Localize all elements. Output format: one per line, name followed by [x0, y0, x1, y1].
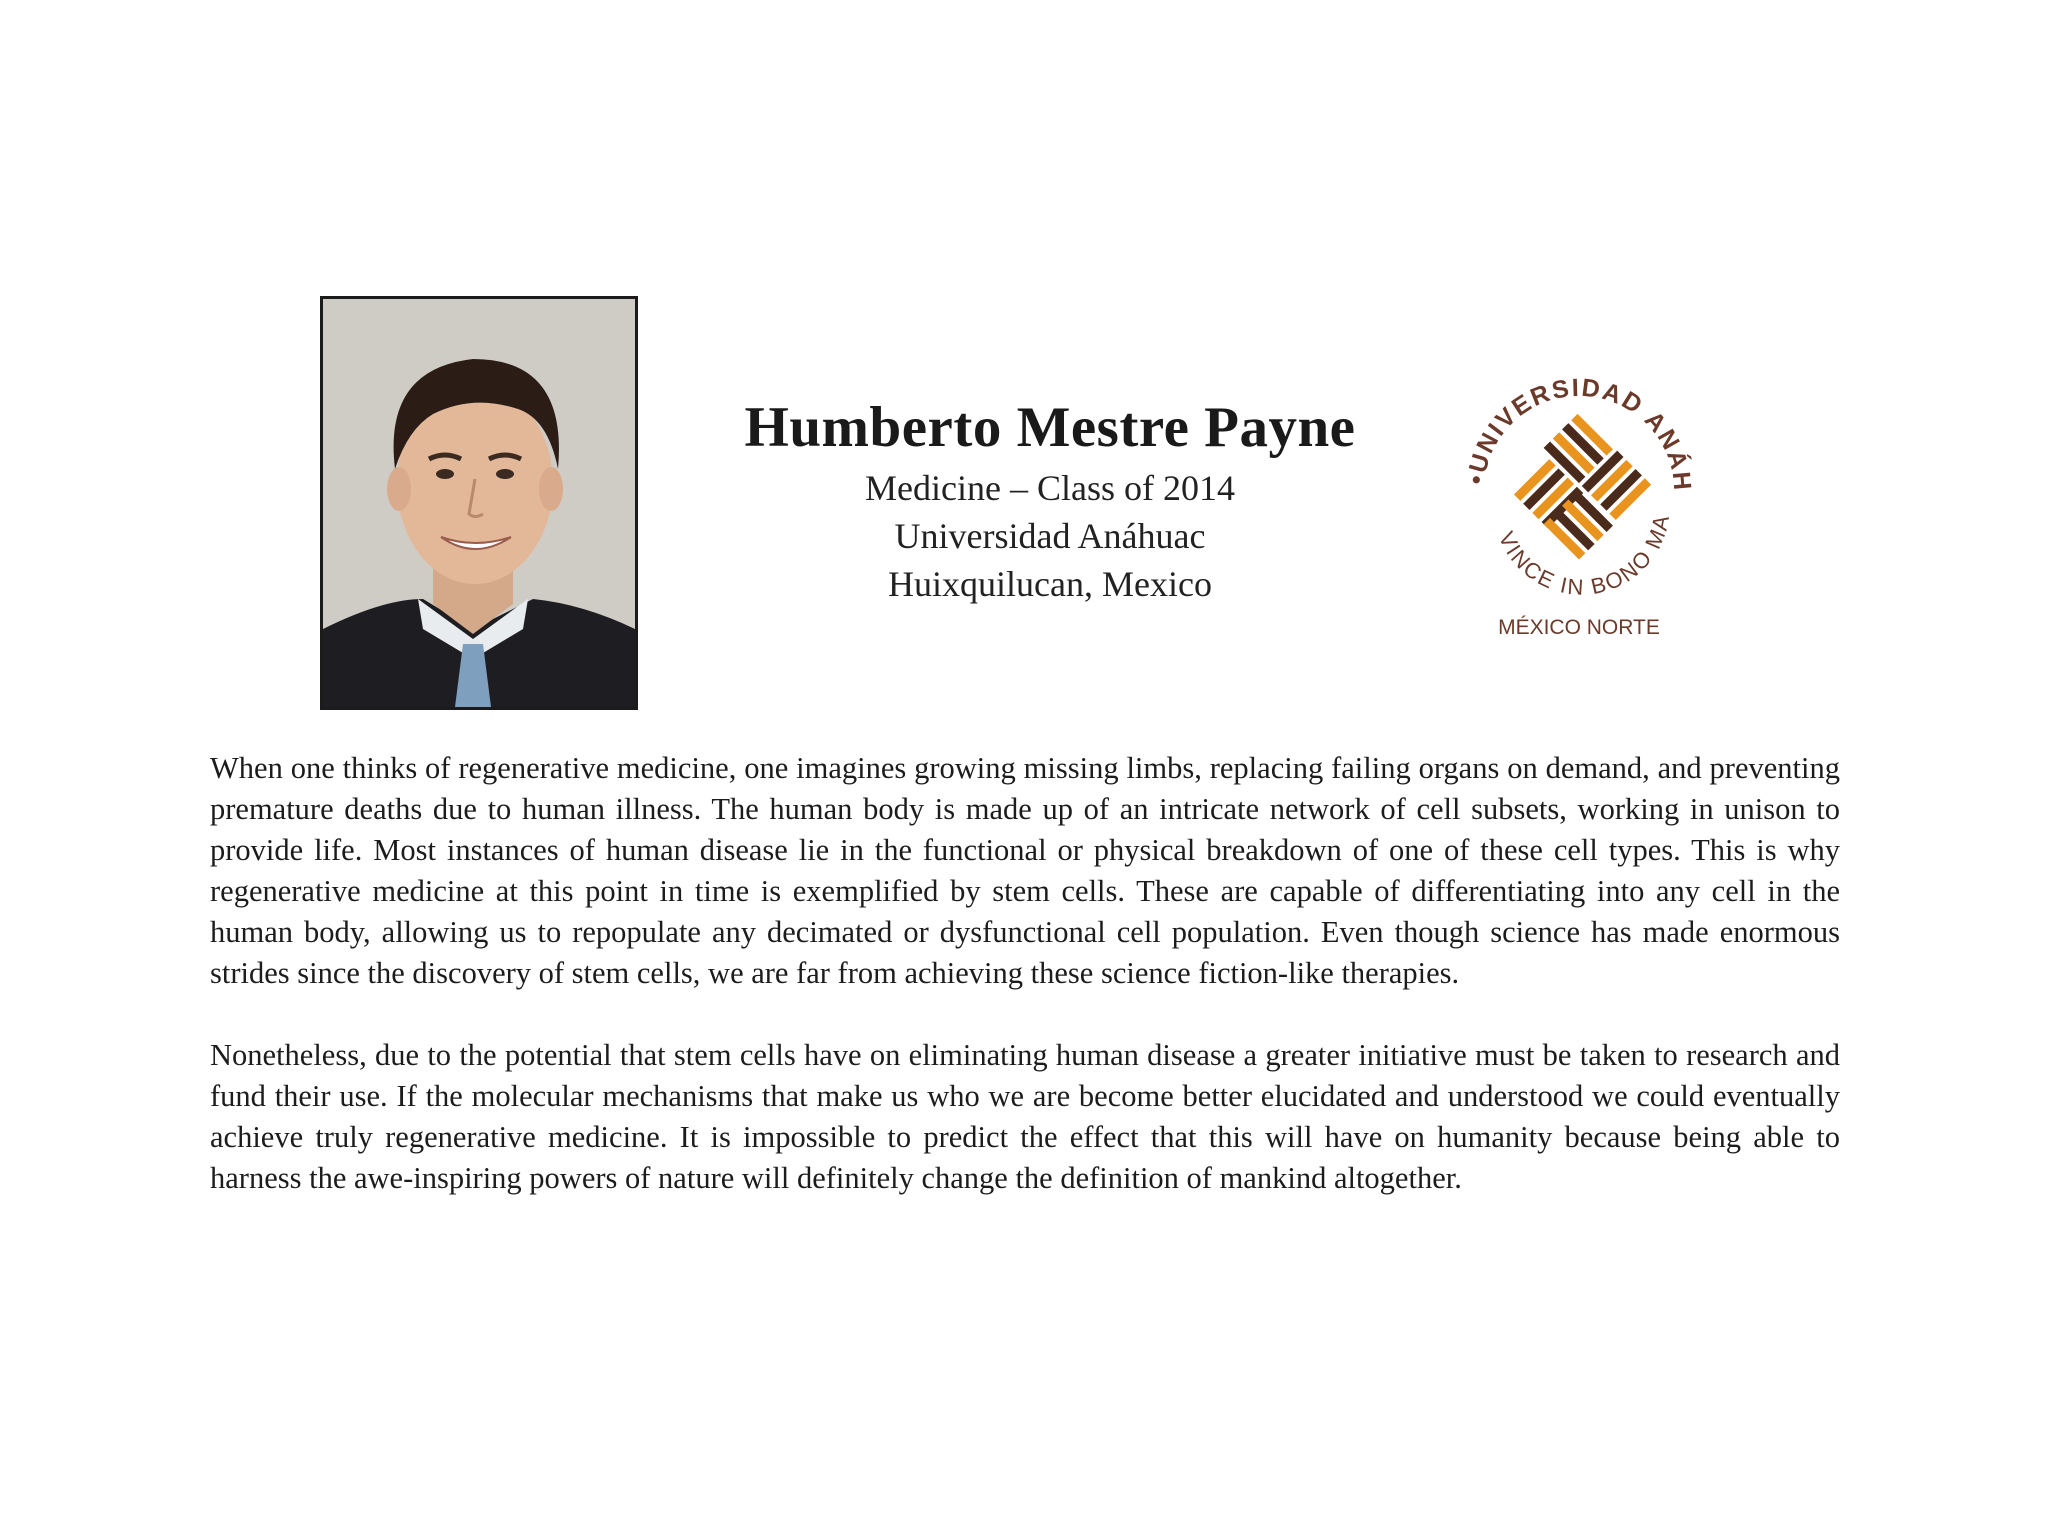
university-line: Universidad Anáhuac — [894, 516, 1206, 556]
location-line: Huixquilucan, Mexico — [888, 564, 1212, 604]
profile-header — [640, 392, 1460, 608]
portrait-photo — [320, 296, 638, 710]
profile-name: Humberto Mestre Payne — [744, 396, 1356, 459]
university-logo — [1444, 356, 1714, 656]
essay-paragraph-2: Nonetheless, due to the potential that stem cells have on eliminating human disease a greater initiative must be taken to research and fund their use. If the molecular mechanisms that make us who we are become better elucidated and understood we could eventually achieve truly regenerative medicine. It is impossible to predict the effect that this will have on humanity because being able to harness the awe-inspiring powers of nature will definitely change the definition of mankind altogether. — [210, 1038, 1840, 1195]
svg-text:•UNIVERSIDAD ANÁHUAC•: •UNIVERSIDAD ANÁH — [1462, 373, 1697, 494]
essay-body — [210, 748, 1840, 1240]
essay-paragraph-1: When one thinks of regenerative medicine, one imagines growing missing limbs, replacing failing organs on demand, and preventing premature deaths due to human illness. The human body is made up of an intricate network of cell subsets, working in unison to provide life. Most instances of human disease lie in the functional or physical breakdown of one of these cell types. This is why regenerative medicine at this point in time is exemplified by stem cells. These are capable of differentiating into any cell in the human body, allowing us to repopulate any decimated or dysfunctional cell population. Even though science has made enormous strides since the discovery of stem cells, we are far from achieving these science fiction-like therapies. — [210, 751, 1840, 990]
program-line: Medicine – Class of 2014 — [865, 468, 1235, 508]
svg-text:MÉXICO NORTE: MÉXICO NORTE — [1498, 616, 1660, 639]
svg-text:VINCE IN BONO MALUM: VINCE IN BONO MA — [1493, 511, 1675, 601]
